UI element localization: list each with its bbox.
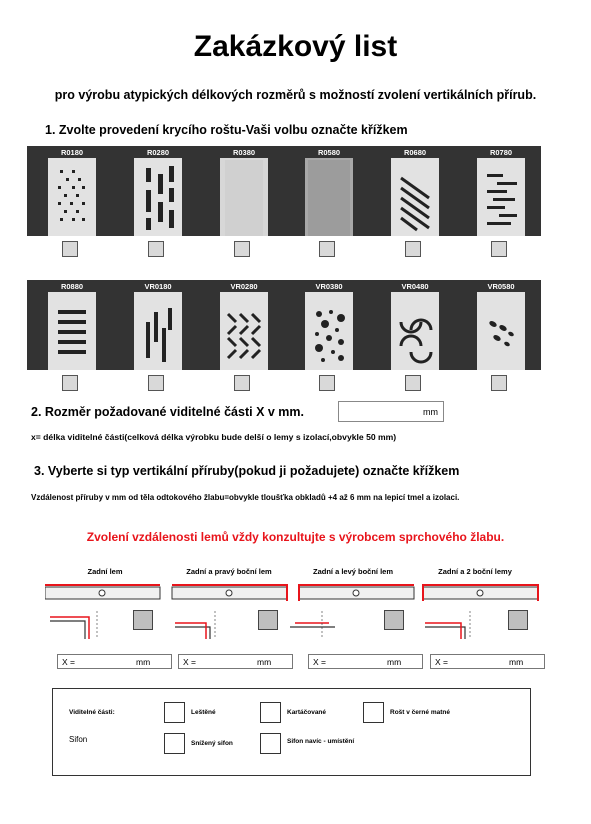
grate-pattern-dots-icon: [305, 292, 353, 370]
grate-band-row-2: [27, 280, 541, 370]
grate-pattern-weave-icon: [220, 292, 268, 370]
section-3-note: Vzdálenost příruby v mm od těla odtokového žlabu=obvykle tloušťka obkladů +4 až 6 mm na lepicí tmel a izolaci.: [31, 493, 460, 502]
flange-x-unit: mm: [136, 657, 151, 667]
warning-text: Zvolení vzdálenosti lemů vždy konzultujte s výrobcem sprchového žlabu.: [86, 530, 505, 544]
checkbox-r0680[interactable]: [405, 241, 421, 257]
flange-x-input-back[interactable]: [57, 654, 172, 669]
grate-tile-r0380: [209, 146, 279, 236]
black-matte-label: Rošt v černé matné: [390, 709, 450, 716]
grate-pattern-vertical-bars-icon: [134, 292, 182, 370]
grate-code: VR0280: [230, 282, 258, 291]
flange-x-input-back-right[interactable]: [178, 654, 293, 669]
grate-tile-vr0480: [380, 280, 450, 370]
checkbox-vr0580[interactable]: [491, 375, 507, 391]
flange-x-label: X =: [435, 657, 448, 667]
grate-tile-vr0180: [123, 280, 193, 370]
low-sifon-checkbox[interactable]: [164, 733, 185, 754]
flange-label-back: Zadní lem: [87, 567, 123, 576]
grate-tile-vr0380: [294, 280, 364, 370]
grate-pattern-footprints-icon: [477, 292, 525, 370]
flange-x-unit: mm: [509, 657, 524, 667]
grate-band-row-1: [27, 146, 541, 236]
page-subtitle: pro výrobu atypických délkových rozměrů s možností zvolení vertikálních přírub.: [54, 88, 537, 102]
flange-x-input-back-two-sides[interactable]: [430, 654, 545, 669]
low-sifon-label: Snížený sifon: [191, 740, 233, 747]
options-box: [52, 688, 531, 776]
flange-x-unit: mm: [257, 657, 272, 667]
grate-code: VR0580: [487, 282, 515, 291]
polished-label: Leštěné: [191, 709, 216, 716]
grate-pattern-arcs-icon: [391, 292, 439, 370]
grate-code: VR0380: [315, 282, 343, 291]
checkbox-r0580[interactable]: [319, 241, 335, 257]
grate-pattern-slots-icon: [134, 158, 182, 236]
grate-tile-r0880: [37, 280, 107, 370]
grate-tile-vr0580: [466, 280, 536, 370]
flange-checkbox-back-left[interactable]: [384, 610, 404, 630]
grate-code: R0680: [403, 148, 427, 157]
flange-checkbox-back[interactable]: [133, 610, 153, 630]
checkbox-r0780[interactable]: [491, 241, 507, 257]
flange-label-back-right: Zadní a pravý boční lem: [186, 567, 272, 576]
checkbox-vr0280[interactable]: [234, 375, 250, 391]
visible-parts-label: Viditelné části:: [69, 709, 115, 716]
flange-label-back-two-sides: Zadní a 2 boční lemy: [438, 567, 512, 576]
brushed-label: Kartáčované: [287, 709, 327, 716]
brushed-checkbox[interactable]: [260, 702, 281, 723]
grate-tile-r0680: [380, 146, 450, 236]
visible-length-unit: mm: [423, 407, 438, 417]
grate-code: R0580: [317, 148, 341, 157]
grate-tile-r0580: [294, 146, 364, 236]
section-2-heading: 2. Rozměr požadované viditelné části X v mm.: [31, 405, 305, 419]
extra-sifon-checkbox[interactable]: [260, 733, 281, 754]
grate-code: R0780: [489, 148, 513, 157]
checkbox-vr0180[interactable]: [148, 375, 164, 391]
grate-code: R0380: [232, 148, 256, 157]
polished-checkbox[interactable]: [164, 702, 185, 723]
grate-code: VR0480: [401, 282, 429, 291]
grate-tile-r0280: [123, 146, 193, 236]
flange-checkbox-back-right[interactable]: [258, 610, 278, 630]
flange-x-label: X =: [313, 657, 326, 667]
checkbox-r0180[interactable]: [62, 241, 78, 257]
flange-label-back-left: Zadní a levý boční lem: [312, 567, 394, 576]
grate-pattern-horizontal-bars-icon: [48, 292, 96, 370]
grate-pattern-diagonal-icon: [391, 158, 439, 236]
grate-pattern-bars-icon: [477, 158, 525, 236]
grate-tile-vr0280: [209, 280, 279, 370]
grate-pattern-plain-icon: [220, 158, 268, 236]
grate-pattern-stone-icon: [305, 158, 353, 236]
sifon-label: Sifon: [69, 735, 88, 744]
grate-code: R0280: [146, 148, 170, 157]
page-title: Zakázkový list: [193, 30, 398, 63]
flange-x-input-back-left[interactable]: [308, 654, 423, 669]
checkbox-r0380[interactable]: [234, 241, 250, 257]
grate-tile-r0180: [37, 146, 107, 236]
checkbox-vr0380[interactable]: [319, 375, 335, 391]
grate-tile-r0780: [466, 146, 536, 236]
flange-diagrams-illustration: [45, 583, 545, 643]
flange-x-label: X =: [62, 657, 75, 667]
flange-x-unit: mm: [387, 657, 402, 667]
grate-code: R0880: [60, 282, 84, 291]
checkbox-r0880[interactable]: [62, 375, 78, 391]
grate-pattern-squares-icon: [48, 158, 96, 236]
flange-checkbox-back-two-sides[interactable]: [508, 610, 528, 630]
grate-code: R0180: [60, 148, 84, 157]
extra-sifon-label: Sifon navíc - umístění: [287, 738, 355, 745]
section-2-note: x= délka viditelné části(celková délka výrobku bude delší o lemy s izolací,obvykle 50 mm): [31, 432, 397, 442]
visible-length-input[interactable]: [338, 401, 444, 422]
flange-x-label: X =: [183, 657, 196, 667]
checkbox-r0280[interactable]: [148, 241, 164, 257]
grate-code: VR0180: [144, 282, 172, 291]
section-1-heading: 1. Zvolte provedení krycího roštu-Vaši volbu označte křížkem: [45, 123, 408, 137]
black-matte-checkbox[interactable]: [363, 702, 384, 723]
section-3-heading: 3. Vyberte si typ vertikální příruby(pokud ji požadujete) označte křížkem: [34, 464, 460, 478]
checkbox-vr0480[interactable]: [405, 375, 421, 391]
